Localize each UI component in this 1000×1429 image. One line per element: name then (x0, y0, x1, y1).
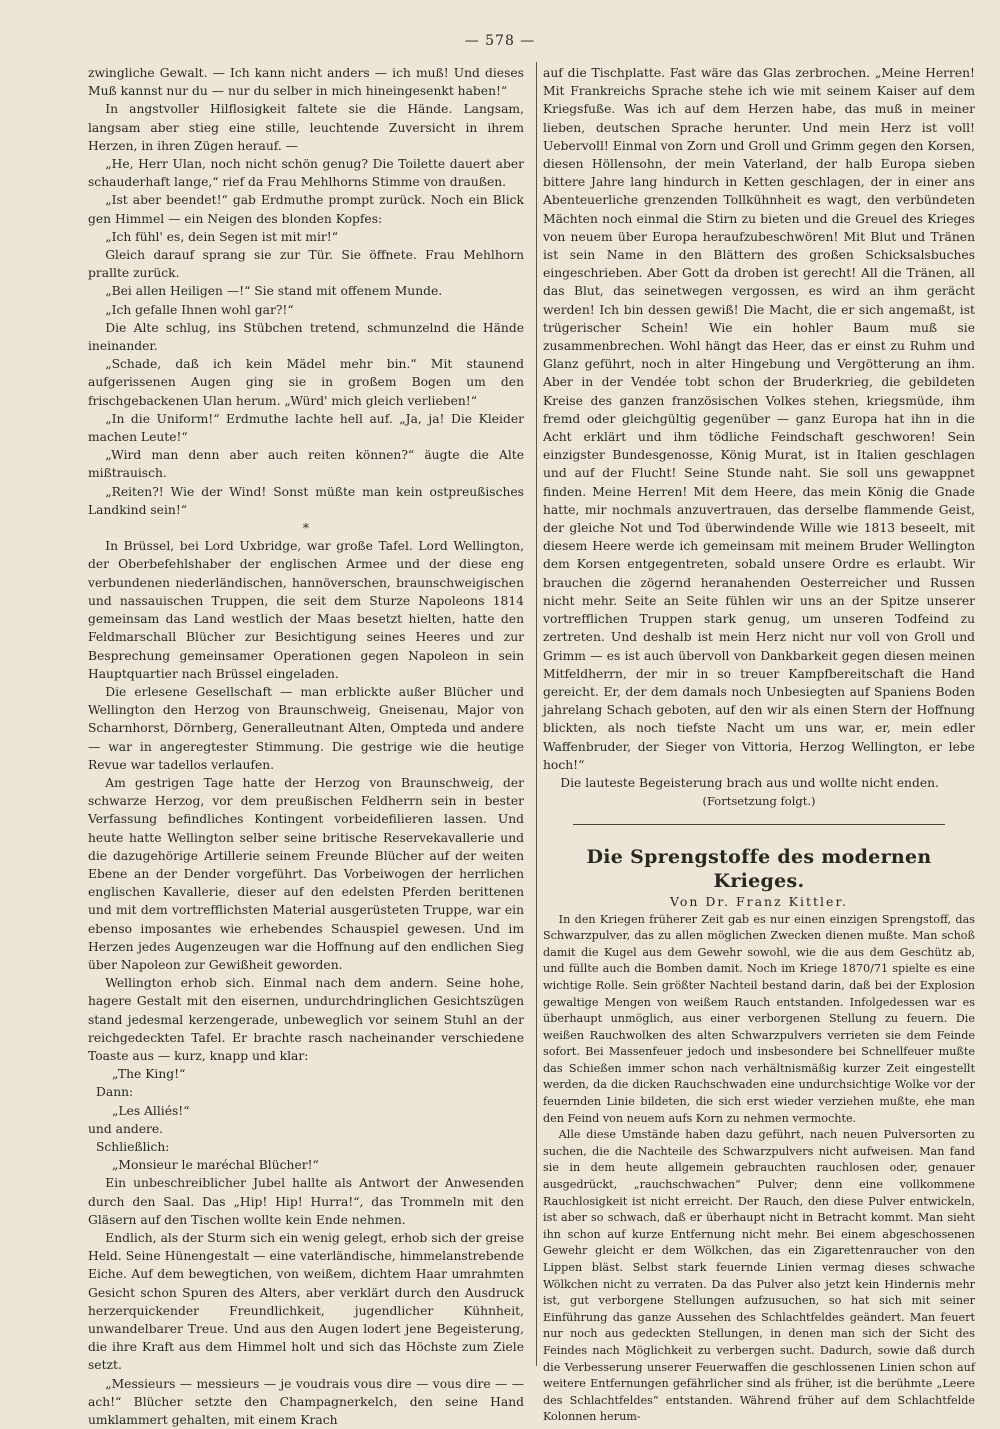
paragraph: „He, Herr Ulan, noch nicht schön genug? Die Toilette dauert aber schauderhaft lange,“ rief da Frau Mehlhorns Stimme von draußen. (88, 157, 524, 190)
toast-label: Dann: (96, 1085, 134, 1100)
paragraph: Die lauteste Begeisterung brach aus und wollte nicht enden. (560, 775, 939, 790)
paragraph: „Ich gefalle Ihnen wohl gar?!“ (105, 302, 294, 317)
story-column-right (543, 64, 975, 1424)
toast-label: Schließlich: (96, 1139, 170, 1154)
paragraph: zwingliche Gewalt. — Ich kann nicht anders — ich muß! Und dieses Muß kannst nur du — nur du selber in mich hineingesenkt haben!“ (88, 66, 524, 99)
story-continuation (543, 64, 975, 792)
paragraph: „Schade, daß ich kein Mädel mehr bin.“ Mit staunend aufgerissenen Augen ging sie in großem Bogen um den frischgebackenen Ulan herum. „Würd' mich gleich verlieben!“ (88, 357, 524, 408)
article-paragraph: In den Kriegen früherer Zeit gab es nur einen einzigen Sprengstoff, das Schwarzpulver, das zu allen möglichen Zwecken dienen mußte. Man schoß damit die Kugel aus dem Gewehr sowohl, wie die aus dem Geschütz ab, und füllte auch die Bomben damit. Noch im Kriege 1870/71 spielte es eine wichtige Rolle. Sein größter Nachteil bestand darin, daß bei der Explosion gewaltige Mengen von weißem Rauch entstanden. Infolgedessen war es überhaupt unmöglich, aus einer verborgenen Stellung zu feuern. Die weißen Rauchwolken des alten Schwarzpulvers verrieten sie dem Feinde sofort. Bei Massenfeuer jedoch und insbesondere bei Schnellfeuer mußte das Schießen immer schon nach verhältnismäßig kurzer Zeit eingestellt werden, da die dicken Rauchschwaden eine undurchsichtige Wolke vor der feuernden Linie bildeten, die sich erst wieder verziehen mußte, ehe man den Feind von neuem aufs Korn zu nehmen vermochte. (543, 912, 975, 1125)
article-paragraph: Alle diese Umstände haben dazu geführt, nach neuen Pulversorten zu suchen, die die Nachteile des Schwarzpulvers nicht aufweisen. Man fand sie in dem heute allgemein gebrauchten rauchlosen oder, genauer ausgedrückt, „rauchschwachen“ Pulver; denn eine vollkommene Rauchlosigkeit ist nicht erreicht. Der Rauch, den diese Pulver entwickeln, ist aber so schwach, daß er überhaupt nicht in Betracht kommt. Man sieht ihn schon auf kurze Entfernung nicht mehr. Bei einem abgeschossenen Gewehr gleicht er dem Wölkchen, das ein Zigarettenraucher von den Lippen bläst. Selbst stark feuernde Linien vermag dieses schwache Wölkchen nicht zu verraten. Da das Pulver also jetzt kein Hindernis mehr ist, gut verborgene Stellungen aufzusuchen, so hat sich mit seiner Einführung das ganze Aussehen des Schlachtfeldes geändert. Man feuert nur noch aus gedeckten Stellungen, in denen man sich der Sicht des Feindes nach Möglichkeit zu verbergen sucht. Dadurch, sowie daß durch die Verbesserung unserer Feuerwaffen die geschlossenen Linien schon auf weitere Entfernungen gefährlicher sind als früher, ist die berühmte „Leere des Schlachtfeldes“ entstanden. Während früher auf dem Schlachtfelde Kolonnen herum- (543, 1128, 975, 1424)
section-break-star: * (302, 521, 310, 536)
paragraph: Die Alte schlug, ins Stübchen tretend, schmunzelnd die Hände ineinander. (88, 320, 524, 354)
paragraph: Endlich, als der Sturm sich ein wenig gelegt, erhob sich der greise Held. Seine Hünengestalt — eine vaterländische, himmelanstrebende Eiche. Auf dem bewegtichen, von weißem, dichtem Haar umrahmten Gesicht schon Spuren des Alters, aber verklärt durch den Ausdruck herzerquickender Freundlichkeit, jugendlicher Kühnheit, unwandelbarer Treue. Und aus den Augen lodert jene Begeisterung, die ihre Kraft aus dem Himmel holt und sich das Höchste zum Ziele setzt. (88, 1231, 524, 1373)
page-number: — 578 — (464, 33, 536, 49)
article-title: Die Sprengstoffe des modernen Krieges. (586, 846, 932, 893)
section-divider (573, 824, 945, 825)
paragraph: „In die Uniform!“ Erdmuthe lachte hell auf. „Ja, ja! Die Kleider machen Leute!“ (88, 411, 524, 445)
paragraph: In Brüssel, bei Lord Uxbridge, war große Tafel. Lord Wellington, der Oberbefehlshaber der englischen Armee und der diese eng verbundenen niederländischen, hannöverschen, braunschweigischen und nassauischen Truppen, die seit dem Sturze Napoleons 1814 gemeinsam das Land westlich der Maas besetzt hielten, hatte den Feldmarschall Blücher zur Besichtigung seines Heeres und zur Besprechung gemeinsamer Operationen gegen Napoleon in sein Hauptquartier nach Brüssel eingeladen. (88, 539, 524, 681)
paragraph: und andere. (88, 1121, 164, 1136)
toast-line: „The King!“ (112, 1067, 186, 1082)
paragraph: „Bei allen Heiligen —!“ Sie stand mit offenem Munde. (105, 284, 443, 299)
paragraph: Gleich darauf sprang sie zur Tür. Sie öffnete. Frau Mehlhorn prallte zurück. (88, 248, 524, 281)
paragraph: „Ich fühl' es, dein Segen ist mit mir!“ (105, 229, 339, 244)
paragraph: „Wird man denn aber auch reiten können?“ äugte die Alte mißtrauisch. (88, 448, 524, 481)
article-body (543, 912, 975, 1426)
continued-note: (Fortsetzung folgt.) (702, 794, 816, 809)
paragraph: „Ist aber beendet!“ gab Erdmuthe prompt zurück. Noch ein Blick gen Himmel — ein Neigen des blonden Kopfes: (88, 193, 524, 226)
toast-line: „Les Alliés!“ (112, 1103, 190, 1118)
paragraph: Ein unbeschreiblicher Jubel hallte als Antwort der Anwesenden durch den Saal. Das „Hip! Hip! Hurra!“, das Trommeln mit den Gläsern auf den Tischen wollte kein Ende nehmen. (88, 1176, 524, 1227)
paragraph: Am gestrigen Tage hatte der Herzog von Braunschweig, der schwarze Herzog, vor dem preußischen Feldherrn sein in bester Verfassung befindliches Kontingent vorbeidefilieren lassen. Und heute hatte Wellington selber seine britische Reservekavallerie und die dazugehörige Artillerie seinem Freunde Blücher auf der weiten Ebene an der Dender vorgeführt. Das Vorbeiwogen der herrlichen englischen Kavallerie, dieser auf den edelsten Pferden berittenen und mit dem vortrefflichsten Material ausgerüsteten Truppe, war ein ebenso imposantes wie erhebendes Schauspiel gewesen. Und im Herzen jedes Augenzeugen war die Hoffnung auf den endlichen Sieg über Napoleon zur Gewißheit geworden. (88, 775, 524, 972)
column-divider (536, 62, 537, 1366)
paragraph: „Messieurs — messieurs — je voudrais vous dire — vous dire — — ach!“ Blücher setzte den Champagnerkelch, den seine Hand umklammert gehalten, mit einem Krach (88, 1376, 524, 1428)
paragraph: Wellington erhob sich. Einmal nach dem andern. Seine hohe, hagere Gestalt mit den eisernen, undurchdringlichen Gesichtszügen stand jedesmal kerzengerade, unbeweglich vor seinem Stuhl an der reichgedeckten Tafel. Er brachte rasch nacheinander verschiedene Toaste aus — kurz, knapp und klar: (88, 976, 524, 1063)
paragraph: „Reiten?! Wie der Wind! Sonst müßte man kein ostpreußisches Landkind sein!“ (88, 484, 524, 517)
paragraph: Die erlesene Gesellschaft — man erblickte außer Blücher und Wellington den Herzog von Braunschweig, Gneisenau, Major von Scharnhorst, Dörnberg, Generalleutnant Alten, Ompteda und andere — war in angeregtester Stimmung. Die gestrige wie die heutige Revue war tadellos verlaufen. (88, 684, 524, 772)
story-column-left (88, 64, 524, 1428)
paragraph: auf die Tischplatte. Fast wäre das Glas zerbrochen. „Meine Herren! Mit Frankreichs Sprache stehe ich wie mit seinem Kaiser auf dem Kriegsfuße. Was ich auf dem Herzen habe, das muß in meiner lieben, deutschen Sprache herunter. Und mein Herz ist voll! Uebervoll! Einmal von Zorn und Groll und Grimm gegen den Korsen, diesen Höllensohn, der mein Vaterland, der halb Europa sieben bittere Jahre lang hindurch in Ketten geschlagen, der in einer ans Abenteuerliche grenzenden Tollkühnheit es wagt, den verbündeten Mächten noch einmal die Stirn zu bieten und die Greuel des Krieges von neuem über Europa heraufzubeschwören! Mit Blut und Tränen ist sein Name in den Blättern des großen Schicksalsbuches eingeschrieben. Aber Gott da droben ist gerecht! All die Tränen, all das Blut, das seinetwegen vergossen, es wird an ihm gerächt werden! Ich bin dessen gewiß! Die Macht, die er sich angemaßt, ist trügerischer Schein! Wie ein hohler Baum muß sie zusammenbrechen. Wohl hängt das Heer, das er einst zu Ruhm und Glanz geführt, noch in alter Hingebung und Vergötterung an ihm. Aber in der Vendée tobt schon der Bruderkrieg, die gebildeten Kreise des ganzen französischen Volkes stehen, kriegsmüde, ihm fremd oder gleichgültig gegenüber — ganz Europa hat ihn in die Acht erklärt und ihm tödliche Feindschaft geschworen! Sein einzigster Bundesgenosse, König Murat, ist in Italien geschlagen und auf der Flucht! Seine Stunde naht. Sie soll uns gewappnet finden. Meine Herren! Mit dem Heere, das mein König die Gnade hatte, mir nochmals anzuvertrauen, das derselbe flammende Geist, der gleiche Not und Tod überwindende Wille wie 1813 beseelt, mit diesem Heere werde ich gemeinsam mit meinem Bruder Wellington dem Korsen entgegentreten, sobald unsere Ordre es erlaubt. Wir brauchen die zögernd heranahenden Oesterreicher und Russen nicht mehr. Seite an Seite fühlen wir uns an der Spitze unserer vortrefflichen Truppen stark genug, um unseren Todfeind zu zertreten. Und deshalb ist mein Herz nicht nur voll von Groll und Grimm — es ist auch übervoll von Dankbarkeit gegen diesen meinen Mitfeldherrn, der mir in so treuer Kampfbereitschaft die Hand gereicht. Er, der dem damals noch Unbesiegten auf Spaniens Boden jahrelang Schach geboten, auf den wir als einen Stern der Hoffnung blickten, als noch tiefste Nacht um uns war, er, mein edler Waffenbruder, der Sieger von Vittoria, Herzog Wellington, er lebe hoch!“ (543, 66, 975, 772)
paragraph: In angstvoller Hilflosigkeit faltete sie die Hände. Langsam, langsam aber stieg eine stille, leuchtende Zuversicht in ihrem Herzen, in ihren Zügen herauf. — (88, 102, 524, 153)
article-author: Von Dr. Franz Kittler. (669, 894, 849, 910)
toast-line: „Monsieur le maréchal Blücher!“ (112, 1158, 319, 1173)
